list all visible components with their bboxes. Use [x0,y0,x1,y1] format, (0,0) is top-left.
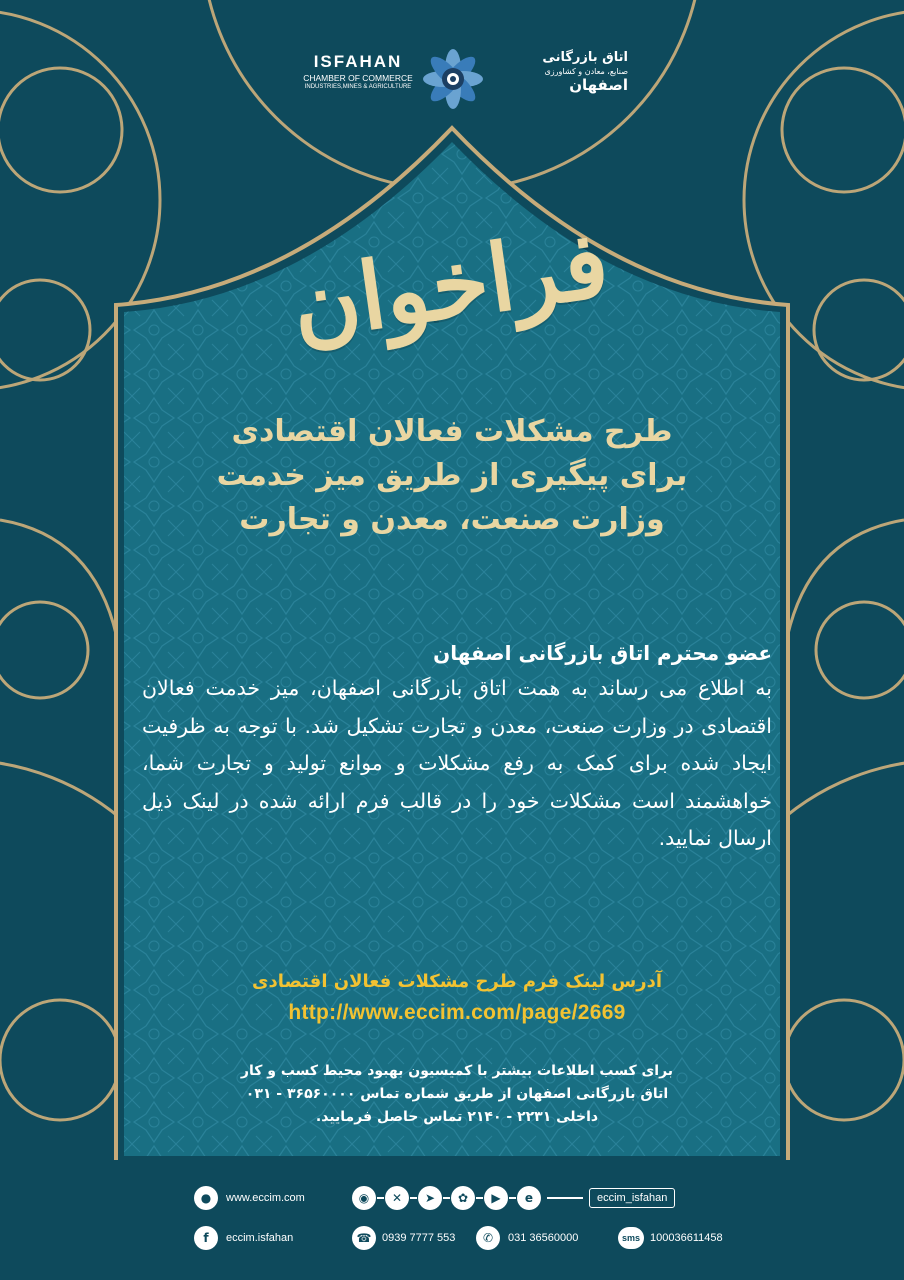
website-text: www.eccim.com [226,1192,305,1204]
headline-line1: طرح مشکلات فعالان اقتصادی [231,414,673,449]
logo-english [300,52,416,90]
whatsapp-contact[interactable] [352,1226,455,1250]
logo-fa-line2: صنایع، معادن و کشاورزی [544,67,628,76]
phone-number: 031 36560000 [508,1232,579,1244]
headline [130,410,774,542]
form-link-label: آدرس لینک فرم طرح مشکلات فعالان اقتصادی [251,971,663,992]
social-handle[interactable]: eccim_isfahan [589,1188,675,1208]
whatsapp-number: 0939 7777 553 [382,1232,456,1244]
instagram-icon[interactable]: ◉ [352,1186,376,1210]
x-icon[interactable]: ✕ [385,1186,409,1210]
logo-en-sub2: INDUSTRIES,MINES & AGRICULTURE [304,84,412,90]
phone-contact[interactable] [476,1226,578,1250]
logo-fa-line1: اتاق بازرگانی [542,50,628,65]
website-link[interactable] [194,1186,305,1210]
contact-line3: داخلی ۲۲۳۱ - ۲۱۴۰ تماس حاصل فرمایید. [315,1109,599,1125]
whatsapp-icon: ☎ [352,1226,376,1250]
headline-line2: برای پیگیری از طریق میز خدمت [216,458,688,493]
announcement-body [142,636,772,858]
chamber-logo [300,44,630,116]
headline-line3: وزارت صنعت، معدن و تجارت [239,502,665,537]
youtube-icon[interactable]: ▶ [484,1186,508,1210]
phone-icon: ✆ [476,1226,500,1250]
logo-en-sub1: CHAMBER OF COMMERCE [303,73,413,83]
logo-persian [488,50,628,94]
eitaa-icon[interactable]: e [517,1186,541,1210]
aparat-icon[interactable]: ✿ [451,1186,475,1210]
sms-icon: sms [618,1227,644,1249]
contact-info [142,1060,772,1129]
logo-en-name: ISFAHAN [313,52,403,71]
globe-icon: ● [194,1186,218,1210]
greeting: عضو محترم اتاق بازرگانی اصفهان [433,641,772,665]
footer [0,1158,904,1280]
logo-fa-line3: اصفهان [569,76,628,94]
telegram-icon[interactable]: ➤ [418,1186,442,1210]
sms-number: 100036611458 [650,1232,723,1244]
social-icons-row [352,1186,675,1210]
sms-contact[interactable] [612,1227,723,1249]
flower-emblem-icon [420,46,486,112]
calligraphy-title: فراخوان [285,209,615,361]
form-link-url[interactable]: http://www.eccim.com/page/2669 [288,1001,626,1024]
contact-line2: اتاق بازرگانی اصفهان از طریق شماره تماس ۳۶۵۶۰۰۰۰ - ۰۳۱ [245,1086,669,1102]
facebook-link[interactable] [194,1226,293,1250]
facebook-text: eccim.isfahan [226,1232,294,1244]
contact-line1: برای کسب اطلاعات بیشتر با کمیسیون بهبود محیط کسب و کار [240,1063,674,1079]
facebook-icon: f [194,1226,218,1250]
announcement-paragraph: به اطلاع می رساند به همت اتاق بازرگانی اصفهان، میز خدمت فعالان اقتصادی در وزارت صنعت، معدن و تجارت تشکیل شد. با توجه به ظرفیت ایجاد شده برای کمک به رفع مشکلات و موانع تولید و تجارت شما، خواهشمند است مشکلات خود را در قالب فرم ارائه شده در لینک ذیل ارسال نمایید. [142,676,772,850]
form-link-block [142,966,772,1028]
